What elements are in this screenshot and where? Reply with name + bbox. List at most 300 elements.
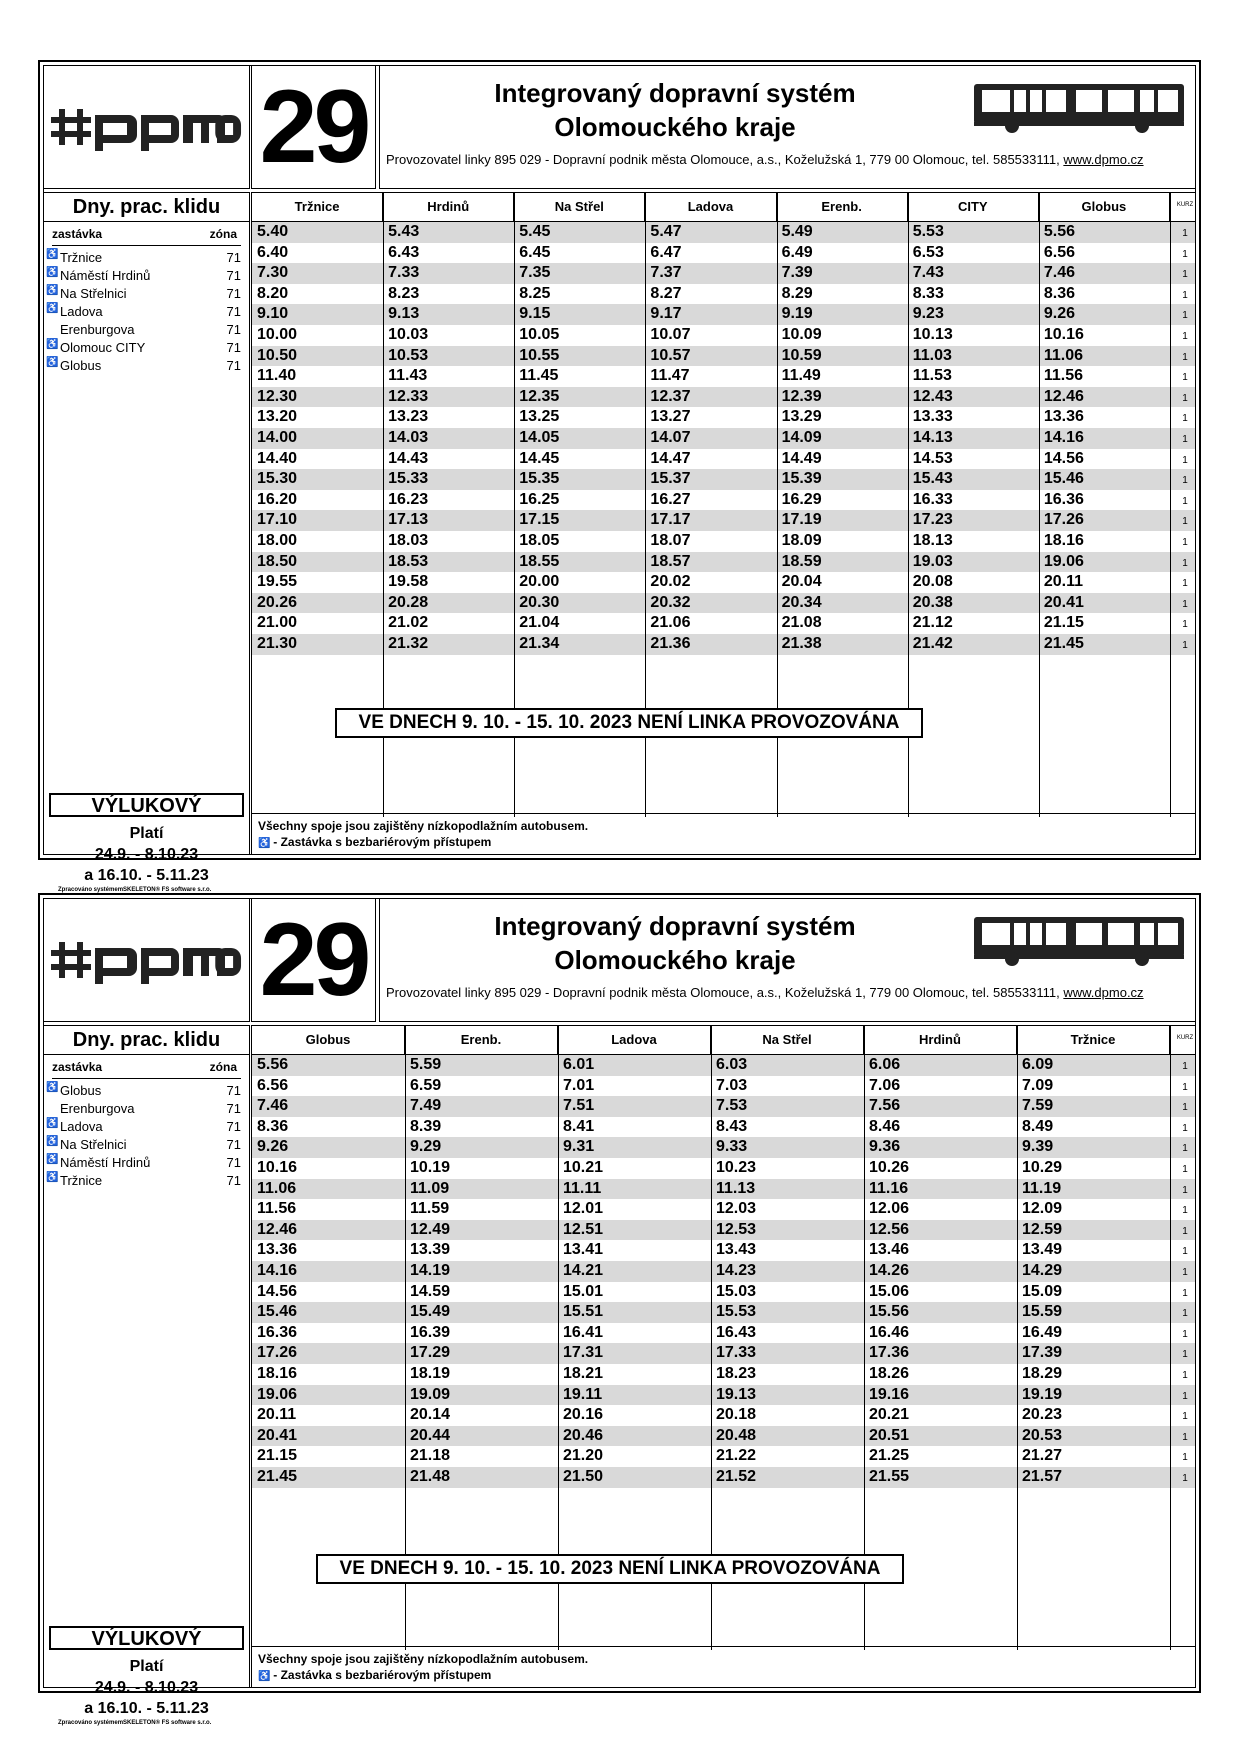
operator-text: Provozovatel linky 895 029 - Dopravní podnik města Olomouce, a.s., Koželužská 1, 779 00 Olomouc, tel. 585533111, xyxy=(386,152,1064,167)
zone-column-header: zóna xyxy=(209,1060,237,1074)
table-row xyxy=(252,1343,1195,1364)
departure-time: 13.29 xyxy=(781,408,822,426)
table-row xyxy=(252,1137,1195,1158)
departure-time: 14.45 xyxy=(519,449,560,467)
kurz-value: 1 xyxy=(1182,392,1188,404)
table-row xyxy=(252,366,1195,387)
kurz-value: 1 xyxy=(1182,351,1188,363)
departure-time: 16.36 xyxy=(1043,490,1084,508)
departure-time: 7.46 xyxy=(257,1097,289,1115)
stop-zone: 71 xyxy=(226,322,241,337)
logo-box xyxy=(44,66,250,189)
table-row xyxy=(252,1076,1195,1097)
processed-by: Zpracováno systémemSKELETON® FS software s.r.o. xyxy=(58,887,212,893)
stop-name: Globus xyxy=(60,358,102,373)
departure-time: 13.27 xyxy=(650,408,691,426)
column-header: Erenb. xyxy=(777,193,908,221)
stop-name: Ladova xyxy=(60,304,103,319)
stop-zone: 71 xyxy=(226,268,241,283)
stop-row xyxy=(44,357,249,375)
departure-time: 18.26 xyxy=(869,1365,910,1382)
departure-time: 9.29 xyxy=(410,1138,442,1156)
timetable-grid xyxy=(251,192,1195,854)
departure-time: 20.48 xyxy=(716,1426,757,1444)
departure-time: 12.56 xyxy=(869,1220,910,1238)
departure-time: 18.55 xyxy=(519,552,560,570)
departure-time: 12.03 xyxy=(716,1200,757,1218)
kurz-value: 1 xyxy=(1182,1411,1188,1423)
departure-time: 17.33 xyxy=(716,1344,757,1362)
departure-time: 18.16 xyxy=(257,1365,298,1382)
kurz-value: 1 xyxy=(1182,1225,1188,1237)
logo-box xyxy=(44,899,250,1022)
operator-link[interactable]: www.dpmo.cz xyxy=(1063,985,1144,1000)
departure-time: 14.21 xyxy=(563,1262,604,1279)
stop-name: Náměstí Hrdinů xyxy=(60,268,151,283)
departure-time: 21.57 xyxy=(1022,1468,1063,1485)
kurz-value: 1 xyxy=(1182,289,1188,301)
kurz-value: 1 xyxy=(1182,310,1188,322)
stop-zone: 71 xyxy=(226,1155,241,1170)
departure-time: 7.09 xyxy=(1022,1076,1054,1094)
departure-time: 21.30 xyxy=(257,635,298,652)
stop-row xyxy=(44,1082,249,1100)
title-line-2: Olomouckého kraje xyxy=(554,945,796,975)
departure-time: 16.33 xyxy=(912,490,953,508)
departure-time: 15.33 xyxy=(388,470,429,488)
departure-time: 5.45 xyxy=(519,223,551,240)
departure-time: 13.46 xyxy=(869,1241,910,1259)
departure-time: 8.39 xyxy=(410,1117,442,1135)
departure-time: 16.41 xyxy=(563,1323,604,1341)
table-row xyxy=(252,325,1195,346)
departure-time: 13.33 xyxy=(912,408,953,426)
footer-low-floor-note: Všechny spoje jsou zajištěny nízkopodlažním autobusem. xyxy=(258,819,589,833)
departure-time: 21.04 xyxy=(519,614,560,632)
departure-time: 10.26 xyxy=(869,1159,910,1176)
departure-time: 10.59 xyxy=(781,346,822,364)
departure-time: 12.53 xyxy=(716,1220,757,1238)
stop-zone: 71 xyxy=(226,1173,241,1188)
wheelchair-icon: ♿ xyxy=(46,1118,59,1129)
departure-time: 21.45 xyxy=(257,1468,298,1485)
departure-time: 12.33 xyxy=(388,387,429,405)
wheelchair-icon: ♿ xyxy=(258,1671,274,1682)
departure-time: 10.07 xyxy=(650,326,691,343)
departure-time: 8.23 xyxy=(388,284,420,302)
departure-time: 19.11 xyxy=(563,1385,603,1403)
validity-label: Platí xyxy=(129,1658,164,1675)
departure-time: 18.09 xyxy=(781,532,822,549)
departure-time: 14.56 xyxy=(1043,449,1084,467)
departure-time: 7.06 xyxy=(869,1076,901,1094)
stop-row xyxy=(44,1172,249,1190)
kurz-value: 1 xyxy=(1182,413,1188,425)
kurz-value: 1 xyxy=(1182,1102,1188,1114)
departure-time: 14.47 xyxy=(650,449,691,467)
departure-time: 21.15 xyxy=(1043,614,1084,632)
departure-time: 21.25 xyxy=(869,1447,910,1465)
vylukovy-badge: VÝLUKOVÝ xyxy=(49,1626,244,1650)
departure-time: 7.46 xyxy=(1043,264,1075,282)
footer-notes xyxy=(252,813,1195,854)
title-box xyxy=(379,899,1195,1022)
departure-time: 9.26 xyxy=(1043,305,1075,323)
departure-time: 6.56 xyxy=(1043,243,1075,261)
departure-time: 21.48 xyxy=(410,1468,451,1485)
departure-time: 10.03 xyxy=(388,326,429,343)
departure-time: 19.09 xyxy=(410,1385,451,1403)
timetable-grid xyxy=(251,1025,1195,1687)
departure-time: 20.44 xyxy=(410,1426,451,1444)
departure-time: 18.13 xyxy=(912,532,953,549)
departure-time: 19.58 xyxy=(388,573,429,591)
departure-time: 6.01 xyxy=(563,1056,595,1073)
footer-accessibility-note xyxy=(258,1668,491,1682)
departure-time: 12.46 xyxy=(257,1220,298,1238)
departure-time: 18.53 xyxy=(388,552,429,570)
departure-time: 14.56 xyxy=(257,1282,298,1300)
departure-time: 9.31 xyxy=(563,1138,595,1156)
departure-time: 18.23 xyxy=(716,1365,757,1382)
table-row xyxy=(252,510,1195,531)
table-row xyxy=(252,1364,1195,1385)
stop-row xyxy=(44,267,249,285)
table-row xyxy=(252,1426,1195,1447)
validity-range-2: a 16.10. - 5.11.23 xyxy=(84,867,209,884)
table-row xyxy=(252,346,1195,367)
day-type-label: Dny. prac. klidu xyxy=(44,1026,249,1055)
validity-range-2: a 16.10. - 5.11.23 xyxy=(84,1700,209,1717)
kurz-value: 1 xyxy=(1182,454,1188,466)
title-line-1: Integrovaný dopravní systém xyxy=(494,78,856,108)
kurz-value: 1 xyxy=(1182,1184,1188,1196)
line-number-box xyxy=(251,899,376,1022)
validity-range-1: 24.9. - 8.10.23 xyxy=(94,846,199,863)
stop-zone: 71 xyxy=(226,1101,241,1116)
departure-time: 10.21 xyxy=(563,1159,604,1176)
departure-time: 7.53 xyxy=(716,1097,748,1115)
departure-time: 15.06 xyxy=(869,1282,910,1300)
departure-time: 15.49 xyxy=(410,1303,451,1321)
departure-time: 17.29 xyxy=(410,1344,451,1362)
departure-time: 20.46 xyxy=(563,1426,604,1444)
kurz-value: 1 xyxy=(1182,598,1188,610)
departure-time: 5.53 xyxy=(912,223,944,240)
departure-time: 14.19 xyxy=(410,1262,451,1279)
departure-time: 9.39 xyxy=(1022,1138,1054,1156)
column-header: Erenb. xyxy=(405,1026,558,1054)
table-row xyxy=(252,1220,1195,1241)
table-row xyxy=(252,1405,1195,1426)
zone-column-header: zóna xyxy=(209,227,237,241)
departure-time: 16.43 xyxy=(716,1323,757,1341)
departure-time: 20.38 xyxy=(912,593,953,611)
vylukovy-badge: VÝLUKOVÝ xyxy=(49,793,244,817)
departure-time: 12.49 xyxy=(410,1220,451,1238)
departure-time: 7.37 xyxy=(650,264,682,282)
kurz-value: 1 xyxy=(1182,434,1188,445)
departure-time: 10.55 xyxy=(519,346,560,364)
departure-time: 13.25 xyxy=(519,408,560,426)
departure-time: 7.35 xyxy=(519,264,551,282)
operator-info xyxy=(386,152,1144,167)
departure-time: 5.56 xyxy=(257,1056,289,1073)
kurz-value: 1 xyxy=(1182,331,1188,342)
column-divider xyxy=(1170,1026,1171,1650)
departure-time: 13.41 xyxy=(563,1241,604,1259)
departure-time: 17.17 xyxy=(650,511,691,529)
departure-time: 16.20 xyxy=(257,490,298,508)
kurz-header: KURZ xyxy=(1176,1035,1194,1041)
departure-time: 17.36 xyxy=(869,1344,910,1362)
table-row xyxy=(252,1158,1195,1179)
departure-time: 18.05 xyxy=(519,532,560,549)
departure-time: 14.13 xyxy=(912,429,953,446)
accessibility-legend: - Zastávka s bezbariérovým přístupem xyxy=(273,835,492,849)
departure-time: 15.39 xyxy=(781,470,822,488)
departure-time: 18.59 xyxy=(781,552,822,570)
title-line-1: Integrovaný dopravní systém xyxy=(494,911,856,941)
column-header: Tržnice xyxy=(1017,1026,1170,1054)
line-number-box xyxy=(251,66,376,189)
departure-time: 16.27 xyxy=(650,490,691,508)
departure-time: 17.23 xyxy=(912,511,953,529)
departure-time: 21.36 xyxy=(650,635,691,652)
kurz-value: 1 xyxy=(1182,1390,1188,1402)
departure-time: 15.43 xyxy=(912,470,953,488)
table-row xyxy=(252,1385,1195,1406)
table-row xyxy=(252,490,1195,511)
departure-time: 7.03 xyxy=(716,1076,748,1094)
departure-time: 14.26 xyxy=(869,1262,910,1279)
footer-accessibility-note xyxy=(258,835,491,849)
column-header-row xyxy=(252,193,1195,222)
departure-time: 19.16 xyxy=(869,1385,910,1403)
departure-time: 12.39 xyxy=(781,387,822,405)
departure-time: 6.06 xyxy=(869,1056,901,1073)
departure-time: 16.36 xyxy=(257,1323,298,1341)
departure-time: 15.53 xyxy=(716,1303,757,1321)
processed-by: Zpracováno systémemSKELETON® FS software s.r.o. xyxy=(58,1720,212,1726)
departure-time: 15.46 xyxy=(257,1303,298,1321)
departure-time: 21.12 xyxy=(912,614,953,632)
departure-time: 9.13 xyxy=(388,305,420,323)
departure-time: 11.03 xyxy=(912,346,952,364)
departure-time: 14.16 xyxy=(1043,429,1084,446)
kurz-value: 1 xyxy=(1182,1349,1188,1361)
stop-name: Tržnice xyxy=(60,250,103,265)
stop-row xyxy=(44,1154,249,1172)
footer-low-floor-note: Všechny spoje jsou zajištěny nízkopodlažním autobusem. xyxy=(258,1652,589,1666)
departure-time: 12.51 xyxy=(563,1220,604,1238)
day-type-label: Dny. prac. klidu xyxy=(44,193,249,222)
kurz-value: 1 xyxy=(1182,1081,1188,1093)
table-row xyxy=(252,572,1195,593)
departure-time: 6.09 xyxy=(1022,1056,1054,1073)
kurz-value: 1 xyxy=(1182,1143,1188,1155)
departure-time: 18.21 xyxy=(563,1365,604,1382)
departure-time: 9.36 xyxy=(869,1138,901,1156)
departure-time: 8.20 xyxy=(257,284,289,302)
validity-range-1: 24.9. - 8.10.23 xyxy=(94,1679,199,1696)
departure-time: 11.45 xyxy=(519,367,559,385)
departure-time: 20.41 xyxy=(1043,593,1084,611)
wheelchair-icon: ♿ xyxy=(46,285,59,296)
table-row xyxy=(252,1096,1195,1117)
kurz-value: 1 xyxy=(1182,578,1188,590)
stop-list-header xyxy=(52,1060,241,1079)
kurz-value: 1 xyxy=(1182,619,1188,631)
title-box xyxy=(379,66,1195,189)
departure-time: 13.43 xyxy=(716,1241,757,1259)
departure-time: 12.35 xyxy=(519,387,560,405)
table-row xyxy=(252,428,1195,449)
departure-time: 21.00 xyxy=(257,614,298,632)
departure-time: 15.37 xyxy=(650,470,691,488)
kurz-value: 1 xyxy=(1182,228,1188,239)
departure-time: 12.43 xyxy=(912,387,953,405)
departure-time: 18.57 xyxy=(650,552,691,570)
timetable-sheet xyxy=(38,60,1201,893)
departure-time: 19.06 xyxy=(257,1385,298,1403)
accessibility-legend: - Zastávka s bezbariérovým přístupem xyxy=(273,1668,492,1682)
departure-time: 13.49 xyxy=(1022,1241,1063,1259)
departure-time: 11.56 xyxy=(257,1200,297,1218)
stop-row xyxy=(44,303,249,321)
departure-time: 15.01 xyxy=(563,1282,604,1300)
departure-time: 21.42 xyxy=(912,635,953,652)
departure-time: 18.03 xyxy=(388,532,429,549)
kurz-value: 1 xyxy=(1182,1122,1188,1134)
table-row xyxy=(252,1261,1195,1282)
departure-time: 14.07 xyxy=(650,429,691,446)
title-line-2: Olomouckého kraje xyxy=(554,112,796,142)
departure-time: 7.51 xyxy=(563,1097,595,1115)
departure-time: 20.11 xyxy=(1043,573,1083,591)
departure-time: 21.02 xyxy=(388,614,429,632)
departure-time: 6.45 xyxy=(519,243,551,261)
departure-time: 17.19 xyxy=(781,511,822,529)
stop-zone: 71 xyxy=(226,286,241,301)
kurz-value: 1 xyxy=(1182,372,1188,384)
departure-time: 14.23 xyxy=(716,1262,757,1279)
stop-list xyxy=(44,249,249,375)
departure-time: 15.03 xyxy=(716,1282,757,1300)
departure-time: 20.14 xyxy=(410,1406,451,1424)
departure-time: 17.13 xyxy=(388,511,429,529)
departure-time: 10.29 xyxy=(1022,1159,1063,1176)
table-row xyxy=(252,387,1195,408)
departure-time: 13.36 xyxy=(257,1241,298,1259)
departure-time: 10.16 xyxy=(257,1159,298,1176)
column-header: Hrdinů xyxy=(864,1026,1017,1054)
stop-name: Olomouc CITY xyxy=(60,340,146,355)
table-row xyxy=(252,1179,1195,1200)
departure-time: 20.08 xyxy=(912,573,953,591)
departure-time: 20.53 xyxy=(1022,1426,1063,1444)
kurz-value: 1 xyxy=(1182,1452,1188,1464)
dpmo-logo xyxy=(47,97,247,157)
departure-time: 6.53 xyxy=(912,243,944,261)
departure-time: 20.41 xyxy=(257,1426,298,1444)
departure-time: 21.32 xyxy=(388,635,429,652)
departure-time: 14.53 xyxy=(912,449,953,467)
departure-time: 12.01 xyxy=(563,1200,604,1218)
table-row xyxy=(252,222,1195,243)
departure-time: 10.00 xyxy=(257,326,298,343)
departure-time: 15.09 xyxy=(1022,1282,1063,1300)
departure-time: 7.59 xyxy=(1022,1097,1054,1115)
departure-time: 7.30 xyxy=(257,264,289,282)
departure-time: 11.47 xyxy=(650,367,690,385)
line-number: 29 xyxy=(259,902,368,1018)
stop-zone: 71 xyxy=(226,1083,241,1098)
kurz-value: 1 xyxy=(1182,495,1188,507)
stop-row xyxy=(44,1136,249,1154)
kurz-value: 1 xyxy=(1182,1328,1188,1340)
table-row xyxy=(252,613,1195,634)
departure-time: 20.51 xyxy=(869,1426,910,1444)
departure-time: 5.49 xyxy=(781,223,813,240)
table-row xyxy=(252,1117,1195,1138)
stop-zone: 71 xyxy=(226,250,241,265)
departure-time: 11.09 xyxy=(410,1179,450,1197)
departure-time: 18.00 xyxy=(257,532,298,549)
kurz-value: 1 xyxy=(1182,537,1188,548)
departure-time: 20.32 xyxy=(650,593,691,611)
departure-time: 20.02 xyxy=(650,573,691,591)
bus-icon xyxy=(972,913,1187,969)
departure-time: 7.39 xyxy=(781,264,813,282)
table-row xyxy=(252,304,1195,325)
stop-panel xyxy=(44,192,250,893)
timetable-sheet xyxy=(38,893,1201,1726)
departure-time: 12.37 xyxy=(650,387,691,405)
departure-time: 14.16 xyxy=(257,1262,298,1279)
stop-row xyxy=(44,285,249,303)
departure-time: 6.03 xyxy=(716,1056,748,1073)
stop-list xyxy=(44,1082,249,1190)
table-row xyxy=(252,407,1195,428)
departure-time: 17.10 xyxy=(257,511,298,529)
table-row xyxy=(252,1055,1195,1076)
wheelchair-icon: ♿ xyxy=(46,1154,59,1165)
departure-time: 5.59 xyxy=(410,1056,442,1073)
operator-link[interactable]: www.dpmo.cz xyxy=(1063,152,1144,167)
departure-time: 6.56 xyxy=(257,1076,289,1094)
departure-time: 9.15 xyxy=(519,305,551,323)
kurz-header: KURZ xyxy=(1176,202,1194,208)
departure-time: 14.59 xyxy=(410,1282,451,1300)
departure-time: 12.30 xyxy=(257,387,298,405)
departure-time: 20.23 xyxy=(1022,1406,1063,1424)
table-row xyxy=(252,552,1195,573)
departure-time: 8.29 xyxy=(781,284,813,302)
stop-name: Globus xyxy=(60,1083,102,1098)
stop-zone: 71 xyxy=(226,358,241,373)
departure-time: 7.01 xyxy=(563,1076,595,1094)
departure-time: 16.49 xyxy=(1022,1323,1063,1341)
footer-notes xyxy=(252,1646,1195,1687)
column-header: Ladova xyxy=(645,193,776,221)
table-row xyxy=(252,593,1195,614)
departure-time: 8.27 xyxy=(650,284,682,302)
departure-time: 15.30 xyxy=(257,470,298,488)
wheelchair-icon: ♿ xyxy=(46,267,59,278)
departure-time: 14.43 xyxy=(388,449,429,467)
column-header: Na Střel xyxy=(711,1026,864,1054)
